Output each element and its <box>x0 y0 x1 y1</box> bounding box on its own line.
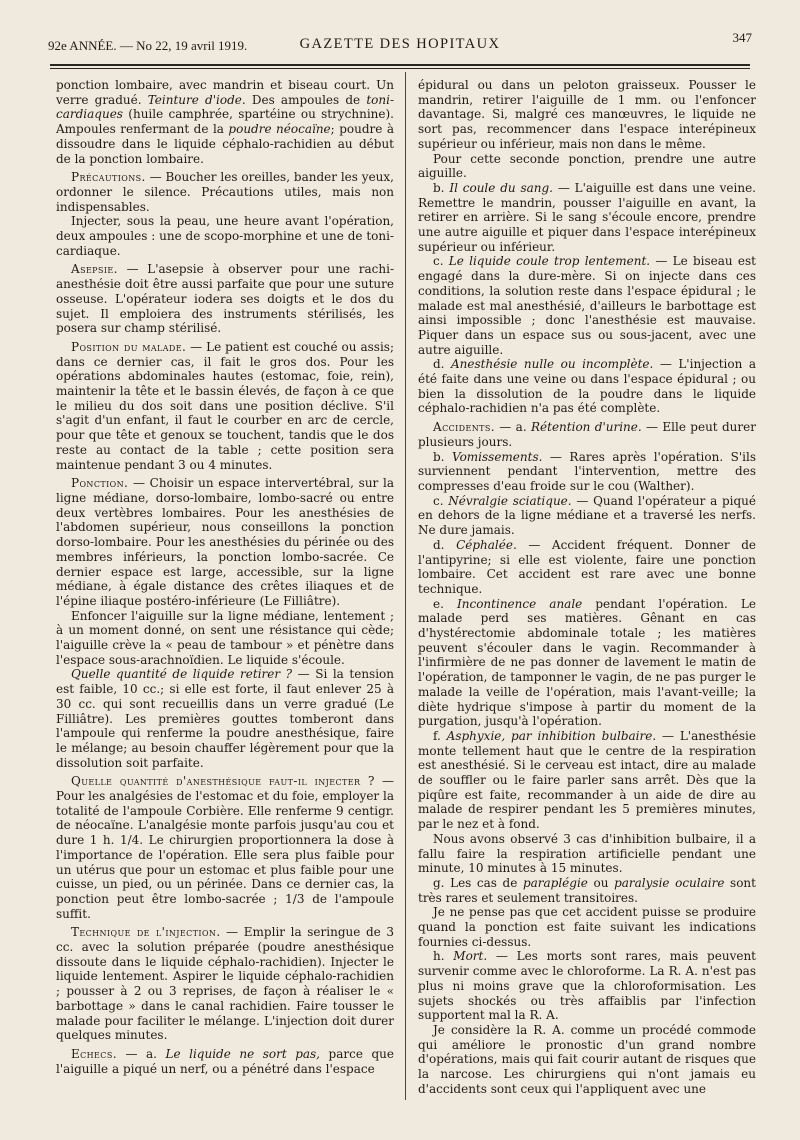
paragraph-seconde-ponction: Pour cette seconde ponction, prendre une autre aiguille. <box>418 151 756 181</box>
right-column <box>418 78 756 1097</box>
paragraph-quelle-quantite: Quelle quantité de liquide retirer ? — Si la tension est faible, 10 cc.; si elle est forte, il faut enlever 25 à 30 cc. qui sont recueillis dans un verre gradué (Le Filliâtre). Les premières gouttes tomberont dans l'ampoule qui renferme la poudre anesthésique, faire le mélange; au besoin chauffer légèrement pour que la dissolution soit parfaite. <box>56 667 394 770</box>
paragraph-ponction: Ponction. — Choisir un espace intervertébral, sur la ligne médiane, dorso-lombaire, lombo-sacré ou entre deux vertèbres lombaires. Pour les anesthésies de l'abdomen supérieur, nous conseillons la ponction dorso-lombaire. Pour les anesthésies du périnée ou des membres inférieurs, la ponction lombo-sacrée. Ce dernier espace est large, accessible, sur la ligne médiane, à égale distance des crêtes iliaques et de l'épine iliaque postéro-inférieure (Le Filliâtre). <box>56 476 394 608</box>
page-header <box>48 28 752 62</box>
journal-title: GAZETTE DES HOPITAUX <box>299 36 501 52</box>
page-number: 347 <box>732 30 752 45</box>
paragraph-paraplegie: g. Les cas de paraplégie ou paralysie oculaire sont très rares et seulement transitoires. <box>418 875 756 905</box>
section-heading: Echecs. <box>71 1047 117 1061</box>
left-column <box>56 78 394 1076</box>
paragraph-inhibition: Nous avons observé 3 cas d'inhibition bulbaire, il a fallu faire la respiration artificielle pendant une minute, 10 minutes à 15 minutes. <box>418 831 756 876</box>
paragraph-anesthesie-nulle: d. Anesthésie nulle ou incomplète. — L'injection a été faite dans une veine ou dans l'espace épidural ; ou bien la dissolution de la poudre dans le liquide céphalo-rachidien n'a pas été complète. <box>418 357 756 416</box>
paragraph-conclusion: Je considère la R. A. comme un procédé commode qui améliore le pronostic d'un grand nombre d'opérations, mais qui fait courir autant de risques que la narcose. Les chirurgiens qui n'ont jamais eu d'accidents sont ceux qui l'appliquent avec une <box>418 1023 756 1096</box>
paragraph-enfoncer: Enfoncer l'aiguille sur la ligne médiane, lentement ; à un moment donné, on sent une résistance qui cède; l'aiguille crève la « peau de tambour » et pénètre dans l'espace sous-arachnoïdien. Le liquide s'écoule. <box>56 608 394 667</box>
section-heading: Précautions. <box>71 170 146 185</box>
section-heading: Quelle quantité d'anesthésique faut-il injecter ? <box>71 774 375 789</box>
section-heading: Accidents. <box>433 420 495 435</box>
section-heading: Ponction. <box>71 476 129 491</box>
paragraph-injecter: Injecter, sous la peau, une heure avant l'opération, deux ampoules : une de scopo-morphine et une de toni-cardiaque. <box>56 214 394 258</box>
section-heading: Asepsie. <box>71 262 118 277</box>
paragraph-incontinence: e. Incontinence anale pendant l'opération. Le malade perd ses matières. Gênant en cas d'hystérectomie abdominale totale ; les matières peuvent s'écouler dans le vagin. Recommander à l'infirmière de ne pas donner de lavement le matin de l'opération, de tamponner le vagin, de ne pas purger le malade la veille de l'opération, mais l'avant-veille; la diète hydrique s'impose à partir du moment de la purgation, jusqu'à l'opération. <box>418 596 756 729</box>
paragraph-nevralgie: c. Névralgie sciatique. — Quand l'opérateur a piqué en dehors de la ligne médiane et a traversé les nerfs. Ne dure jamais. <box>418 493 757 538</box>
section-heading: Technique de l'injection. <box>71 925 221 940</box>
header-rule-thin <box>50 68 750 69</box>
paragraph-position: Position du malade. — Le patient est couché ou assis; dans ce dernier cas, il fait le gros dos. Pour les opérations abdominales hautes (estomac, foie, rein), maintenir la tête et le bassin élevés, de façon à ce que le milieu du dos soit dans une position déclive. S'il s'agit d'un enfant, il faut le courber en arc de cercle, pour que tête et genoux se touchent, tandis que le dos reste au contact de la table ; cette position sera maintenue pendant 3 ou 4 minutes. <box>56 339 394 472</box>
paragraph-asphyxie: f. Asphyxie, par inhibition bulbaire. — L'anesthésie monte tellement haut que le centre de la respiration est anesthésié. Si le cerveau est intact, dire au malade de souffler ou le faire parler sans arrêt. Dès que la piqûre est faite, recommander à un aide de dire au malade de respirer pendant les 5 premières minutes, par le nez et à fond. <box>418 728 756 832</box>
issue-line: 92e ANNÉE. — No 22, 19 avril 1919. <box>48 38 248 53</box>
paragraph-sang: b. Il coule du sang. — L'aiguille est dans une veine. Remettre le mandrin, pousser l'aiguille en avant, la retirer en arrière. Si le sang s'écoule encore, prendre une autre aiguille et piquer dans l'espace interépineux supérieur ou inférieur. <box>418 180 756 254</box>
paragraph-technique: Technique de l'injection. — Emplir la seringue de 3 cc. avec la solution préparée (poudre anesthésique dissoute dans le liquide céphalo-rachidien). Injecter le liquide lentement. Aspirer le liquide céphalo-rachidien ; pousser à 2 ou 3 reprises, de façon à réaliser le « barbottage » dans le canal rachidien. Faire tousser le malade pour faciliter le mélange. L'injection doit durer quelques minutes. <box>56 925 394 1043</box>
paragraph-epidural: épidural ou dans un peloton graisseux. Pousser le mandrin, retirer l'aiguille de 1 mm. ou l'enfoncer davantage. Si, malgré ces manœuvres, le liquide ne sort pas, recommencer dans l'espace interépineux supérieur ou inférieur, mais non dans le même. <box>418 78 756 151</box>
paragraph-asepsie: Asepsie. — L'asepsie à observer pour une rachi-anesthésie doit être aussi parfaite que pour une suture osseuse. L'opérateur iodera ses doigts et le dos du sujet. Il emploiera des instruments stérilisés, les posera sur champ stérilisé. <box>56 262 394 336</box>
paragraph-echecs: Echecs. — a. Le liquide ne sort pas, parce que l'aiguille a piqué un nerf, ou a pénétré dans l'espace <box>56 1047 394 1076</box>
paragraph-cephalee: d. Céphalée. — Accident fréquent. Donner de l'antipyrine; si elle est violente, faire une ponction lombaire. Cet accident est rare avec une bonne technique. <box>418 537 757 596</box>
paragraph-accidents: Accidents. — a. Rétention d'urine. — Elle peut durer plusieurs jours. <box>418 420 756 449</box>
paragraph-anesthesique: Quelle quantité d'anesthésique faut-il injecter ? — Pour les analgésies de l'estomac et du foie, employer la totalité de l'ampoule Corbière. Elle renferme 9 centigr. de néocaïne. L'analgésie monte parfois jusqu'au cou et dure 1 h. 1/4. Le chirurgien proportionnera la dose à l'importance de l'opération. Elle sera plus faible pour un utérus que pour un estomac et plus faible pour une cuisse, un pied, ou un périnée. Dans ce dernier cas, la ponction peut être lombo-sacrée ; 1/3 de l'ampoule suffit. <box>56 774 394 921</box>
paragraph-mort: h. Mort. — Les morts sont rares, mais peuvent survenir comme avec le chloroforme. La R. A. n'est pas plus ni moins grave que la chloroformisation. Les sujets shockés ou très affaiblis par l'infection supportent mal la R. A. <box>418 949 756 1023</box>
column-separator <box>405 72 406 1100</box>
paragraph-precautions: Précautions. — Boucher les oreilles, bander les yeux, ordonner le silence. Précautions utiles, mais non indispensables. <box>56 170 394 214</box>
section-heading: Position du malade. <box>71 339 187 354</box>
header-rule <box>50 64 750 66</box>
paragraph-lentement: c. Le liquide coule trop lentement. — Le biseau est engagé dans la dure-mère. Si on injecte dans ces conditions, la solution reste dans l'espace épidural ; le malade est mal anesthésié, d'ailleurs le barbottage est ainsi impossible ; donc l'anesthésie est mauvaise. Piquer dans un espace sus ou sous-jacent, avec une autre aiguille. <box>418 254 756 357</box>
paragraph-materiel: ponction lombaire, avec mandrin et biseau court. Un verre gradué. Teinture d'iode. Des ampoules de toni-cardiaques (huile camphrée, spartéine ou strychnine). Ampoules renfermant de la poudre néocaïne; poudre à dissoudre dans le liquide céphalo-rachidien au début de la ponction lombaire. <box>56 78 394 166</box>
paragraph-je-ne-pense: Je ne pense pas que cet accident puisse se produire quand la ponction est faite suivant les indications fournies ci-dessus. <box>418 905 756 949</box>
paragraph-vomissements: b. Vomissements. — Rares après l'opération. S'ils surviennent pendant l'intervention, mettre des compresses d'eau froide sur le cou (Walther). <box>418 449 757 493</box>
